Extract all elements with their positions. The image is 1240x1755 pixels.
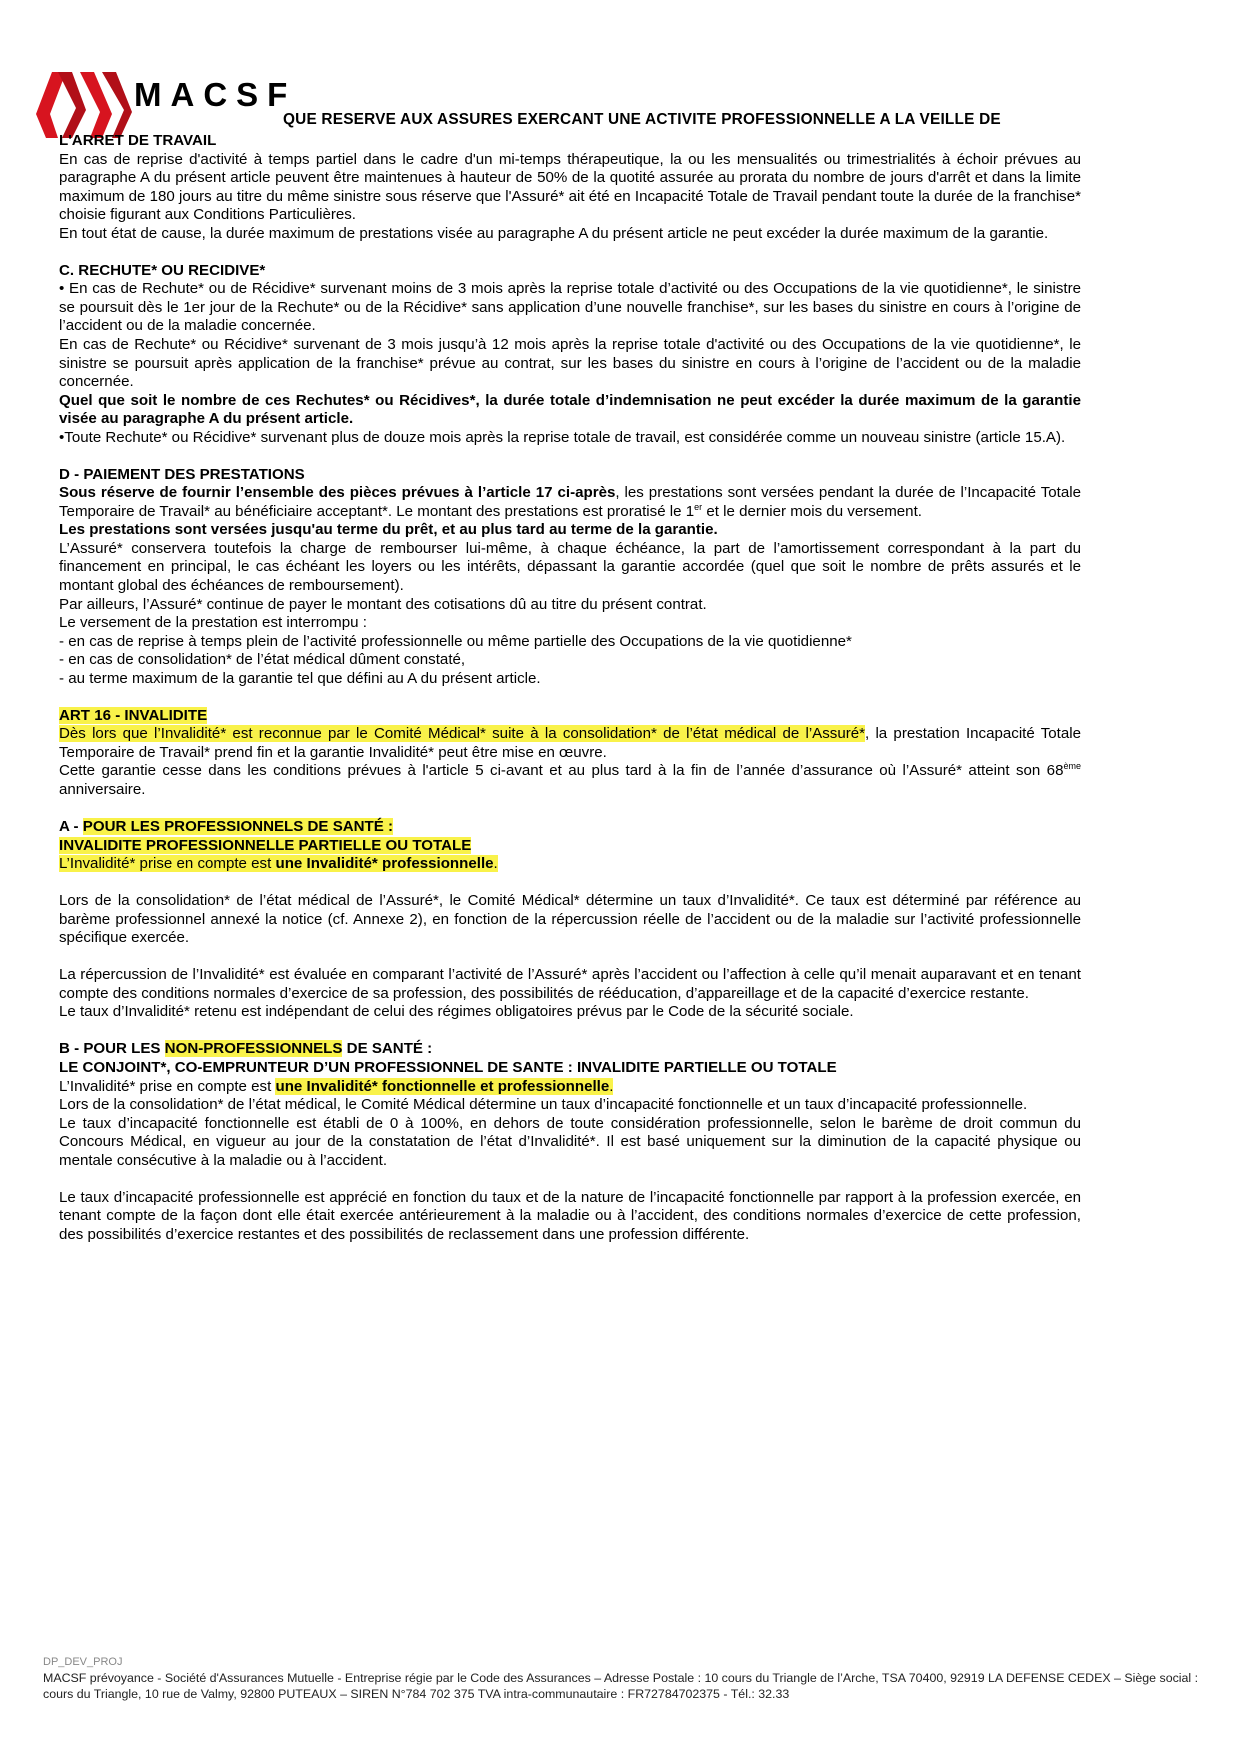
highlight: .: [609, 1077, 614, 1095]
text-span: A -: [59, 818, 83, 836]
highlight: Dès lors que l’Invalidité* est reconnue par le Comité Médical* suite à la consolidation* de l’état médical de l’Assuré*: [59, 725, 866, 743]
text-span: B - POUR LES: [59, 1040, 165, 1058]
text-span: L’Invalidité* prise en compte est: [59, 1077, 276, 1095]
document-body: [59, 132, 1081, 1244]
text-span: , la prestation Incapacité Totale Temporaire de Travail* prend fin et la garantie Invalidité* peut être mise en œuvre.: [59, 725, 1081, 761]
paragraph: La répercussion de l’Invalidité* est évaluée en comparant l’activité de l’Assuré* après l’accident ou l’affection à celle qu’il menait auparavant et en tenant compte des conditions normales d’exercice de sa profession, des possibilités de rééducation, d’appareillage et de la capacité d’exercice restante.: [59, 966, 1081, 1002]
paragraph: Lors de la consolidation* de l’état médical, le Comité Médical détermine un taux d’incapacité fonctionnelle et un taux d’incapacité professionnelle.: [59, 1096, 1028, 1114]
paragraph: [59, 762, 1081, 799]
paragraph: L’Assuré* conservera toutefois la charge de rembourser lui-même, à chaque échéance, la part de l’amortissement correspondant à la part du financement en principal, le cas échéant les loyers ou les intérêts, dépassant la garantie accordée (quel que soit le nombre de prêts assurés et le montant global des échéances de remboursement).: [59, 539, 1081, 595]
highlight: POUR LES PROFESSIONNELS DE SANTÉ :: [82, 818, 394, 836]
paragraph-bold: Quel que soit le nombre de ces Rechutes* ou Récidives*, la durée totale d’indemnisation ne peut excéder la durée maximum de la garantie visée au paragraphe A du présent article.: [59, 391, 1081, 428]
subsection-title-non-professionnels: [59, 1040, 1081, 1059]
list-item: - en cas de consolidation* de l’état médical dûment constaté,: [59, 651, 466, 669]
document-code: DP_DEV_PROJ: [43, 1656, 123, 1668]
paragraph: Le versement de la prestation est interrompu :: [59, 614, 367, 632]
article-title-invalidite: [59, 707, 1081, 726]
paragraph: Lors de la consolidation* de l’état médical de l’Assuré*, le Comité Médical* détermine un taux d’Invalidité*. Ce taux est déterminé par référence au barème professionnel annexé la notice (cf. Annexe 2), en fonction de la répercussion réelle de l’accident ou de la maladie sur l’activité professionnelle spécifique exercée.: [59, 892, 1081, 947]
superscript: ème: [1063, 761, 1081, 772]
bold-span: Sous réserve de fournir l’ensemble des pièces prévues à l’article 17 ci-après: [59, 484, 616, 502]
continued-heading: QUE RESERVE AUX ASSURES EXERCANT UNE ACTIVITE PROFESSIONNELLE A LA VEILLE DE: [283, 111, 1001, 128]
paragraph: Par ailleurs, l’Assuré* continue de payer le montant des cotisations dû au titre du présent contrat.: [59, 595, 707, 613]
highlight: INVALIDITE PROFESSIONNELLE PARTIELLE OU TOTALE: [59, 836, 472, 854]
list-item: - en cas de reprise à temps plein de l’activité professionnelle ou même partielle des Occupations de la vie quotidienne*: [59, 632, 852, 650]
subsection-subtitle: [59, 837, 1081, 856]
paragraph: [59, 484, 1081, 521]
paragraph: Le taux d’Invalidité* retenu est indépendant de celui des régimes obligatoires prévus par le Code de la sécurité sociale.: [59, 1003, 854, 1021]
text-span: , les prestations sont versées pendant la durée de l’Incapacité Totale Temporaire de Travail* au bénéficiaire acceptant*. Le montant des prestations est proratisé le 1: [59, 484, 1081, 520]
paragraph: [59, 855, 1081, 874]
text-span: DE SANTÉ :: [342, 1040, 433, 1058]
text-span: anniversaire.: [59, 781, 146, 798]
text-span: Cette garantie cesse dans les conditions prévues à l'article 5 ci-avant et au plus tard à la fin de l’année d’assurance où l’Assuré* atteint son 68: [59, 762, 1064, 780]
highlight-bold: une Invalidité* fonctionnelle et professionnelle: [275, 1077, 610, 1095]
highlight: ART 16 - INVALIDITE: [59, 706, 208, 724]
highlight: .: [493, 855, 498, 873]
section-title-rechute: C. RECHUTE* OU RECIDIVE*: [59, 261, 266, 279]
macsf-logo-mark-icon: [36, 72, 132, 138]
paragraph: En cas de Rechute* ou Récidive* survenant de 3 mois jusqu’à 12 mois après la reprise totale d'activité ou des Occupations de la vie quotidienne*, le sinistre se poursuit après application de la franchise* prévue au contrat, sur les bases du sinistre en cours à l’origine de l’accident ou de la maladie concernée.: [59, 335, 1081, 391]
paragraph-bold: Les prestations sont versées jusqu'au terme du prêt, et au plus tard au terme de la garantie.: [59, 521, 718, 539]
paragraph: Le taux d’incapacité fonctionnelle est établi de 0 à 100%, en dehors de toute considération professionnelle, selon le barème de droit commun du Concours Médical, en vigueur au jour de la constatation de l’état d’Invalidité*. Il est basé uniquement sur la diminution de la capacité physique ou mentale consécutive à la maladie ou à l’accident.: [59, 1114, 1081, 1169]
highlight-bold: une Invalidité* professionnelle: [275, 855, 494, 873]
text-span: et le dernier mois du versement.: [702, 502, 922, 520]
highlight: NON-PROFESSIONNELS: [164, 1040, 343, 1058]
logo-wordmark: MACSF: [134, 76, 297, 113]
page-footer: [43, 1656, 1203, 1702]
paragraph: •Toute Rechute* ou Récidive* survenant plus de douze mois après la reprise totale de travail, est considérée comme un nouveau sinistre (article 15.A).: [59, 428, 1066, 446]
section-title-paiement: D - PAIEMENT DES PRESTATIONS: [59, 465, 305, 483]
paragraph: [59, 1078, 1081, 1097]
continued-heading-end: L'ARRET DE TRAVAIL: [59, 132, 217, 149]
paragraph: Le taux d’incapacité professionnelle est apprécié en fonction du taux et de la nature de l’incapacité fonctionnelle par rapport à la profession exercée, en tenant compte de la façon dont elle était exercée antérieurement à la maladie ou à l’accident, des conditions normales d’exercice de cette profession, des possibilités d’exercice restantes et des possibilités de reclassement dans une profession différente.: [59, 1188, 1081, 1243]
paragraph: En tout état de cause, la durée maximum de prestations visée au paragraphe A du présent article ne peut excéder la durée maximum de la garantie.: [59, 224, 1049, 242]
list-item: - au terme maximum de la garantie tel que défini au A du présent article.: [59, 669, 541, 687]
subsection-subtitle: LE CONJOINT*, CO-EMPRUNTEUR D’UN PROFESSIONNEL DE SANTE : INVALIDITE PARTIELLE OU TOTALE: [59, 1059, 837, 1077]
paragraph: [59, 725, 1081, 762]
legal-notice: MACSF prévoyance - Société d'Assurances Mutuelle - Entreprise régie par le Code des Assurances – Adresse Postale : 10 cours du Triangle de l’Arche, TSA 70400, 92919 LA DEFENSE CEDEX – Siège social : cours du Triangle, 10 rue de Valmy, 92800 PUTEAUX – SIREN N°784 702 375 TVA intra-communautaire : FR72784702375 - Tél.: 32.33: [43, 1671, 1199, 1701]
paragraph: • En cas de Rechute* ou de Récidive* survenant moins de 3 mois après la reprise totale d’activité ou des Occupations de la vie quotidienne*, le sinistre se poursuit dès le 1er jour de la Rechute* ou de la Récidive* sans application d’une nouvelle franchise*, sur les bases du sinistre en cours à l’origine de l’accident ou de la maladie concernée.: [59, 280, 1081, 335]
highlight: L’Invalidité* prise en compte est: [59, 855, 276, 873]
macsf-logo: [36, 72, 297, 138]
paragraph: En cas de reprise d'activité à temps partiel dans le cadre d'un mi-temps thérapeutique, la ou les mensualités ou trimestrialités à échoir prévues au paragraphe A du présent article peuvent être maintenues à hauteur de 50% de la quotité assurée au prorata du nombre de jours d'arrêt et dans la limite maximum de 180 jours au titre du même sinistre sous réserve que l'Assuré* ait été en Incapacité Totale de Travail pendant toute la durée de la franchise* choisie figurant aux Conditions Particulières.: [59, 150, 1081, 224]
superscript: er: [694, 501, 703, 512]
subsection-title-professionnels: [59, 818, 1081, 837]
